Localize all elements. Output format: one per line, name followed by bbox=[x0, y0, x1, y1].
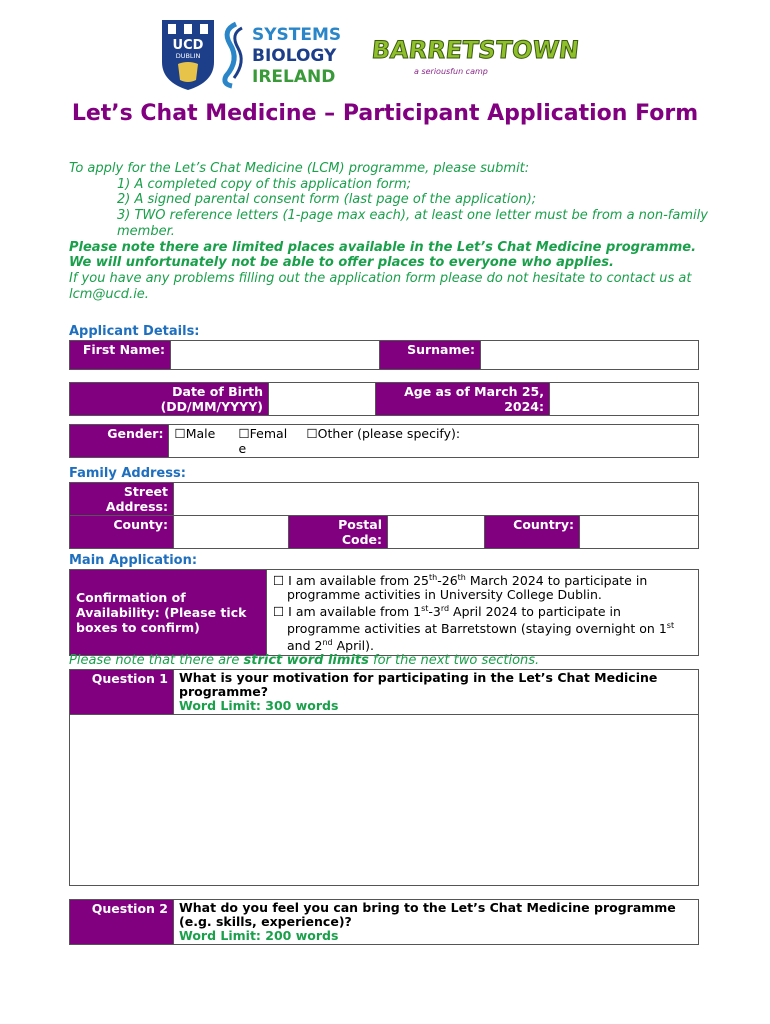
requirement-item: 2) A signed parental consent form (last page of the application); bbox=[117, 192, 537, 208]
address-table bbox=[69, 482, 699, 549]
first-name-label: First Name: bbox=[70, 341, 171, 370]
question-1-word-limit: Word Limit: 300 words bbox=[179, 698, 339, 713]
contact-note: If you have any problems filling out the application form please do not hesitate to contact us at lcm@ucd.ie. bbox=[69, 270, 692, 302]
note-text: for the next two sections. bbox=[368, 653, 540, 668]
ordinal-suffix: th bbox=[429, 573, 438, 582]
requirement-item: 3) TWO reference letters (1-page max each), at least one letter must be from a non-family member. bbox=[117, 208, 708, 239]
availability-ucd-text: -26 bbox=[437, 573, 458, 589]
availability-table bbox=[69, 569, 699, 656]
svg-text:BIOLOGY: BIOLOGY bbox=[252, 46, 337, 66]
limited-places-note: Please note there are limited places available in the Let’s Chat Medicine programme. We will unfortunately not be able to offer places to everyone who applies. bbox=[69, 239, 697, 271]
svg-text:BARRETSTOWN: BARRETSTOWN bbox=[370, 36, 581, 64]
question-2-label: Question 2 bbox=[70, 900, 174, 945]
dob-field[interactable] bbox=[269, 383, 376, 416]
gender-options bbox=[169, 425, 699, 458]
age-label: Age as of March 25, 2024: bbox=[376, 383, 550, 416]
availability-options bbox=[267, 570, 699, 656]
question-1-table bbox=[69, 669, 699, 886]
availability-ucd-checkbox[interactable] bbox=[273, 571, 693, 602]
availability-bt-text: and 2 bbox=[287, 638, 323, 654]
question-1-answer-box[interactable] bbox=[70, 715, 699, 886]
ordinal-suffix: th bbox=[457, 573, 466, 582]
ordinal-suffix: nd bbox=[322, 638, 333, 648]
gender-table bbox=[69, 424, 699, 458]
age-field[interactable] bbox=[550, 383, 699, 416]
postal-code-field[interactable] bbox=[388, 516, 485, 549]
first-name-field[interactable] bbox=[171, 341, 380, 370]
availability-bt-text: -3 bbox=[428, 604, 441, 620]
availability-bt-text: April 2024 to participate in programme activities at Barretstown (staying overnight on 1 bbox=[287, 604, 667, 637]
gender-other-checkbox[interactable]: ☐Other (please specify): bbox=[306, 426, 461, 441]
question-2-header bbox=[174, 900, 699, 945]
barretstown-logo bbox=[370, 30, 581, 80]
ordinal-suffix: st bbox=[421, 604, 429, 614]
surname-label: Surname: bbox=[380, 341, 481, 370]
availability-barretstown-checkbox[interactable] bbox=[273, 602, 693, 653]
word-limit-note bbox=[69, 653, 539, 668]
svg-text:SYSTEMS: SYSTEMS bbox=[252, 25, 342, 45]
question-1-label: Question 1 bbox=[70, 670, 174, 715]
dob-label: Date of Birth (DD/MM/YYYY) bbox=[70, 383, 269, 416]
form-title: Let’s Chat Medicine – Participant Application Form bbox=[71, 101, 699, 126]
question-2-word-limit: Word Limit: 200 words bbox=[179, 928, 339, 943]
county-label: County: bbox=[70, 516, 174, 549]
availability-bt-text: ☐ I am available from 1 bbox=[273, 604, 422, 620]
intro-line: To apply for the Let’s Chat Medicine (LCM) programme, please submit: bbox=[69, 161, 530, 176]
country-label: Country: bbox=[485, 516, 580, 549]
systems-biology-ireland-logo bbox=[218, 20, 358, 90]
country-field[interactable] bbox=[580, 516, 699, 549]
postal-code-label: Postal Code: bbox=[289, 516, 388, 549]
gender-female-checkbox[interactable]: ☐Femal e bbox=[238, 426, 288, 456]
question-1-text: What is your motivation for participating in the Let’s Chat Medicine programme? bbox=[179, 670, 658, 699]
availability-bt-text: April). bbox=[332, 638, 375, 654]
main-application-heading: Main Application: bbox=[69, 553, 198, 568]
availability-ucd-text: ☐ I am available from 25 bbox=[273, 573, 430, 589]
applicant-details-heading: Applicant Details: bbox=[69, 324, 200, 339]
gender-label: Gender: bbox=[70, 425, 169, 458]
county-field[interactable] bbox=[174, 516, 289, 549]
svg-text:IRELAND: IRELAND bbox=[252, 67, 336, 87]
surname-field[interactable] bbox=[481, 341, 699, 370]
svg-text:UCD: UCD bbox=[172, 38, 204, 53]
svg-text:a seriousfun camp: a seriousfun camp bbox=[414, 67, 488, 76]
note-text: Please note that there are bbox=[69, 653, 244, 668]
gender-male-checkbox[interactable]: ☐Male bbox=[174, 426, 216, 441]
question-2-table bbox=[69, 899, 699, 945]
ordinal-suffix: st bbox=[666, 621, 675, 631]
note-emphasis: strict word limits bbox=[243, 653, 369, 668]
availability-ucd-text: March 2024 to participate in programme activities in University College Dublin. bbox=[287, 573, 648, 603]
question-2-text: What do you feel you can bring to the Let’s Chat Medicine programme (e.g. skills, experience)? bbox=[179, 900, 676, 929]
requirement-item: 1) A completed copy of this application form; bbox=[117, 176, 412, 192]
ordinal-suffix: rd bbox=[440, 604, 450, 614]
name-table bbox=[69, 340, 699, 370]
street-field[interactable] bbox=[174, 483, 699, 516]
intro-block bbox=[69, 161, 709, 302]
svg-text:DUBLIN: DUBLIN bbox=[175, 52, 201, 60]
ucd-logo bbox=[160, 18, 216, 92]
availability-label: Confirmation of Availability: (Please tick boxes to confirm) bbox=[70, 570, 267, 656]
question-1-header bbox=[174, 670, 699, 715]
dob-table bbox=[69, 382, 699, 416]
street-label: Street Address: bbox=[70, 483, 174, 516]
family-address-heading: Family Address: bbox=[69, 466, 186, 481]
